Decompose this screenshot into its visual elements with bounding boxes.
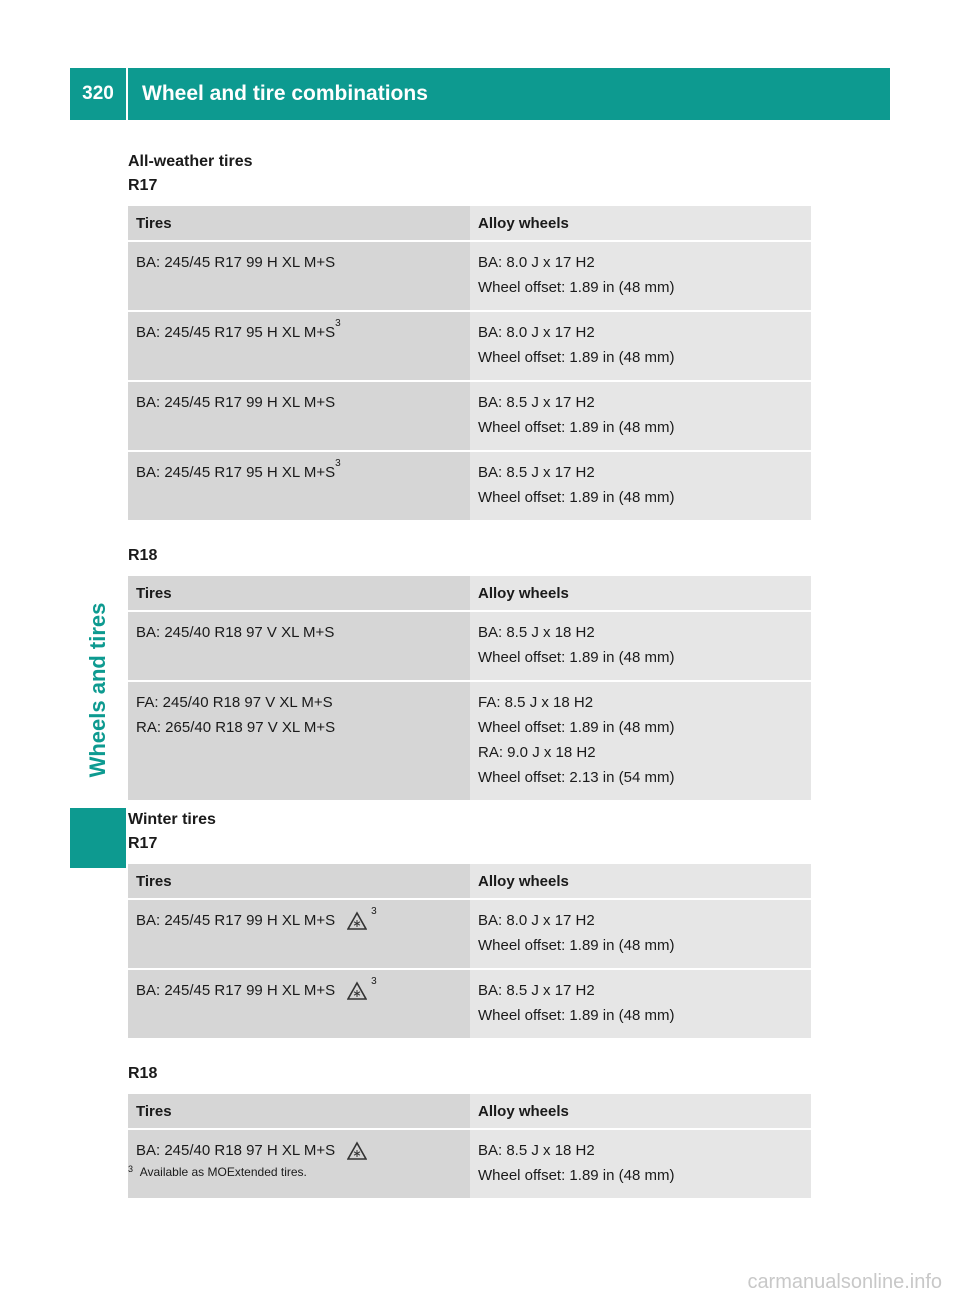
- table-row: [128, 899, 811, 969]
- column-header-wheels: Alloy wheels: [470, 576, 811, 611]
- table-row: [128, 381, 811, 451]
- tire-cell: [128, 1129, 470, 1199]
- wheel-spec: FA: 8.5 J x 18 H2: [478, 694, 594, 711]
- wheel-offset: Wheel offset: 1.89 in (48 mm): [478, 719, 675, 736]
- tire-spec-rear: RA: 265/40 R18 97 V XL M+S: [136, 719, 336, 736]
- wheel-spec: BA: 8.5 J x 18 H2: [478, 1142, 595, 1159]
- column-header-tires: Tires: [128, 206, 470, 241]
- footnote-ref: 3: [335, 458, 341, 469]
- table-header-row: [128, 1094, 811, 1129]
- tire-spec-front: FA: 245/40 R18 97 V XL M+S: [136, 694, 333, 711]
- wheel-cell: [470, 611, 811, 681]
- main-content: [128, 150, 811, 1200]
- wheel-cell: [470, 451, 811, 521]
- tire-cell: [128, 241, 470, 311]
- tire-cell: [128, 611, 470, 681]
- table-row: [128, 1129, 811, 1199]
- wheel-cell: [470, 899, 811, 969]
- wheel-spec: RA: 9.0 J x 18 H2: [478, 744, 596, 761]
- footnote: [128, 1165, 307, 1179]
- wheel-spec: BA: 8.0 J x 17 H2: [478, 324, 595, 341]
- table-header-row: [128, 206, 811, 241]
- column-header-wheels: Alloy wheels: [470, 1094, 811, 1129]
- table-row: [128, 681, 811, 801]
- wheel-spec: BA: 8.5 J x 17 H2: [478, 464, 595, 481]
- wheel-cell: [470, 241, 811, 311]
- tire-cell: [128, 311, 470, 381]
- section-heading-allweather: All-weather tires: [128, 153, 253, 170]
- tire-cell: [128, 451, 470, 521]
- footnote-ref: 3: [335, 318, 341, 329]
- tire-cell: [128, 969, 470, 1039]
- wheel-spec: BA: 8.5 J x 17 H2: [478, 394, 595, 411]
- wheel-offset: Wheel offset: 1.89 in (48 mm): [478, 349, 675, 366]
- wheel-offset: Wheel offset: 1.89 in (48 mm): [478, 937, 675, 954]
- wheel-cell: [470, 969, 811, 1039]
- column-header-wheels: Alloy wheels: [470, 864, 811, 899]
- snowflake-mountain-icon: [347, 1141, 367, 1161]
- allweather-r17-table: [128, 206, 811, 522]
- allweather-r18-table: [128, 576, 811, 802]
- table-row: [128, 311, 811, 381]
- table-row: [128, 451, 811, 521]
- footnote-ref: 3: [371, 976, 377, 987]
- wheel-offset: Wheel offset: 1.89 in (48 mm): [478, 649, 675, 666]
- column-header-tires: Tires: [128, 576, 470, 611]
- wheel-offset: Wheel offset: 1.89 in (48 mm): [478, 1167, 675, 1184]
- wheel-offset: Wheel offset: 1.89 in (48 mm): [478, 419, 675, 436]
- subsection-label: R17: [128, 177, 158, 194]
- tire-spec: BA: 245/45 R17 99 H XL M+S: [136, 394, 336, 411]
- wheel-spec: BA: 8.0 J x 17 H2: [478, 912, 595, 929]
- tire-spec: BA: 245/45 R17 95 H XL M+S: [136, 324, 336, 341]
- tire-spec: BA: 245/40 R18 97 V XL M+S: [136, 624, 335, 641]
- column-header-tires: Tires: [128, 1094, 470, 1129]
- wheel-cell: [470, 681, 811, 801]
- snowflake-mountain-icon: [347, 911, 367, 931]
- wheel-offset: Wheel offset: 1.89 in (48 mm): [478, 1007, 675, 1024]
- table-row: [128, 969, 811, 1039]
- wheel-cell: [470, 381, 811, 451]
- wheel-cell: [470, 311, 811, 381]
- watermark: carmanualsonline.info: [747, 1271, 942, 1293]
- section-heading-winter: Winter tires: [128, 811, 216, 828]
- tire-cell: [128, 681, 470, 801]
- page-title: Wheel and tire combinations: [142, 82, 428, 105]
- column-header-wheels: Alloy wheels: [470, 206, 811, 241]
- page-number: 320: [82, 83, 114, 104]
- footnote-marker: 3: [128, 1164, 134, 1174]
- table-row: [128, 241, 811, 311]
- winter-r17-table: [128, 864, 811, 1040]
- footnote-text: Available as MOExtended tires.: [139, 1165, 307, 1179]
- wheel-offset: Wheel offset: 1.89 in (48 mm): [478, 489, 675, 506]
- tire-cell: [128, 899, 470, 969]
- subsection-label: R17: [128, 835, 158, 852]
- column-header-tires: Tires: [128, 864, 470, 899]
- tire-spec: BA: 245/45 R17 99 H XL M+S: [136, 254, 336, 271]
- subsection-label: R18: [128, 1065, 158, 1082]
- tire-spec: BA: 245/40 R18 97 H XL M+S: [136, 1142, 336, 1159]
- side-tab-label: Wheels and tires: [85, 602, 110, 778]
- table-header-row: [128, 576, 811, 611]
- tire-cell: [128, 381, 470, 451]
- snowflake-mountain-icon: [347, 981, 367, 1001]
- wheel-offset: Wheel offset: 2.13 in (54 mm): [478, 769, 675, 786]
- table-row: [128, 611, 811, 681]
- tire-spec: BA: 245/45 R17 99 H XL M+S: [136, 912, 336, 929]
- footnote-ref: 3: [371, 906, 377, 917]
- header-divider: [126, 68, 128, 120]
- wheel-spec: BA: 8.0 J x 17 H2: [478, 254, 595, 271]
- winter-r18-table: [128, 1094, 811, 1200]
- wheel-offset: Wheel offset: 1.89 in (48 mm): [478, 279, 675, 296]
- tire-spec: BA: 245/45 R17 99 H XL M+S: [136, 982, 336, 999]
- page-header: [70, 68, 890, 120]
- wheel-spec: BA: 8.5 J x 17 H2: [478, 982, 595, 999]
- subsection-label: R18: [128, 547, 158, 564]
- tire-spec: BA: 245/45 R17 95 H XL M+S: [136, 464, 336, 481]
- wheel-spec: BA: 8.5 J x 18 H2: [478, 624, 595, 641]
- side-tab: [70, 560, 126, 830]
- wheel-cell: [470, 1129, 811, 1199]
- side-tab-marker: [70, 808, 126, 868]
- table-header-row: [128, 864, 811, 899]
